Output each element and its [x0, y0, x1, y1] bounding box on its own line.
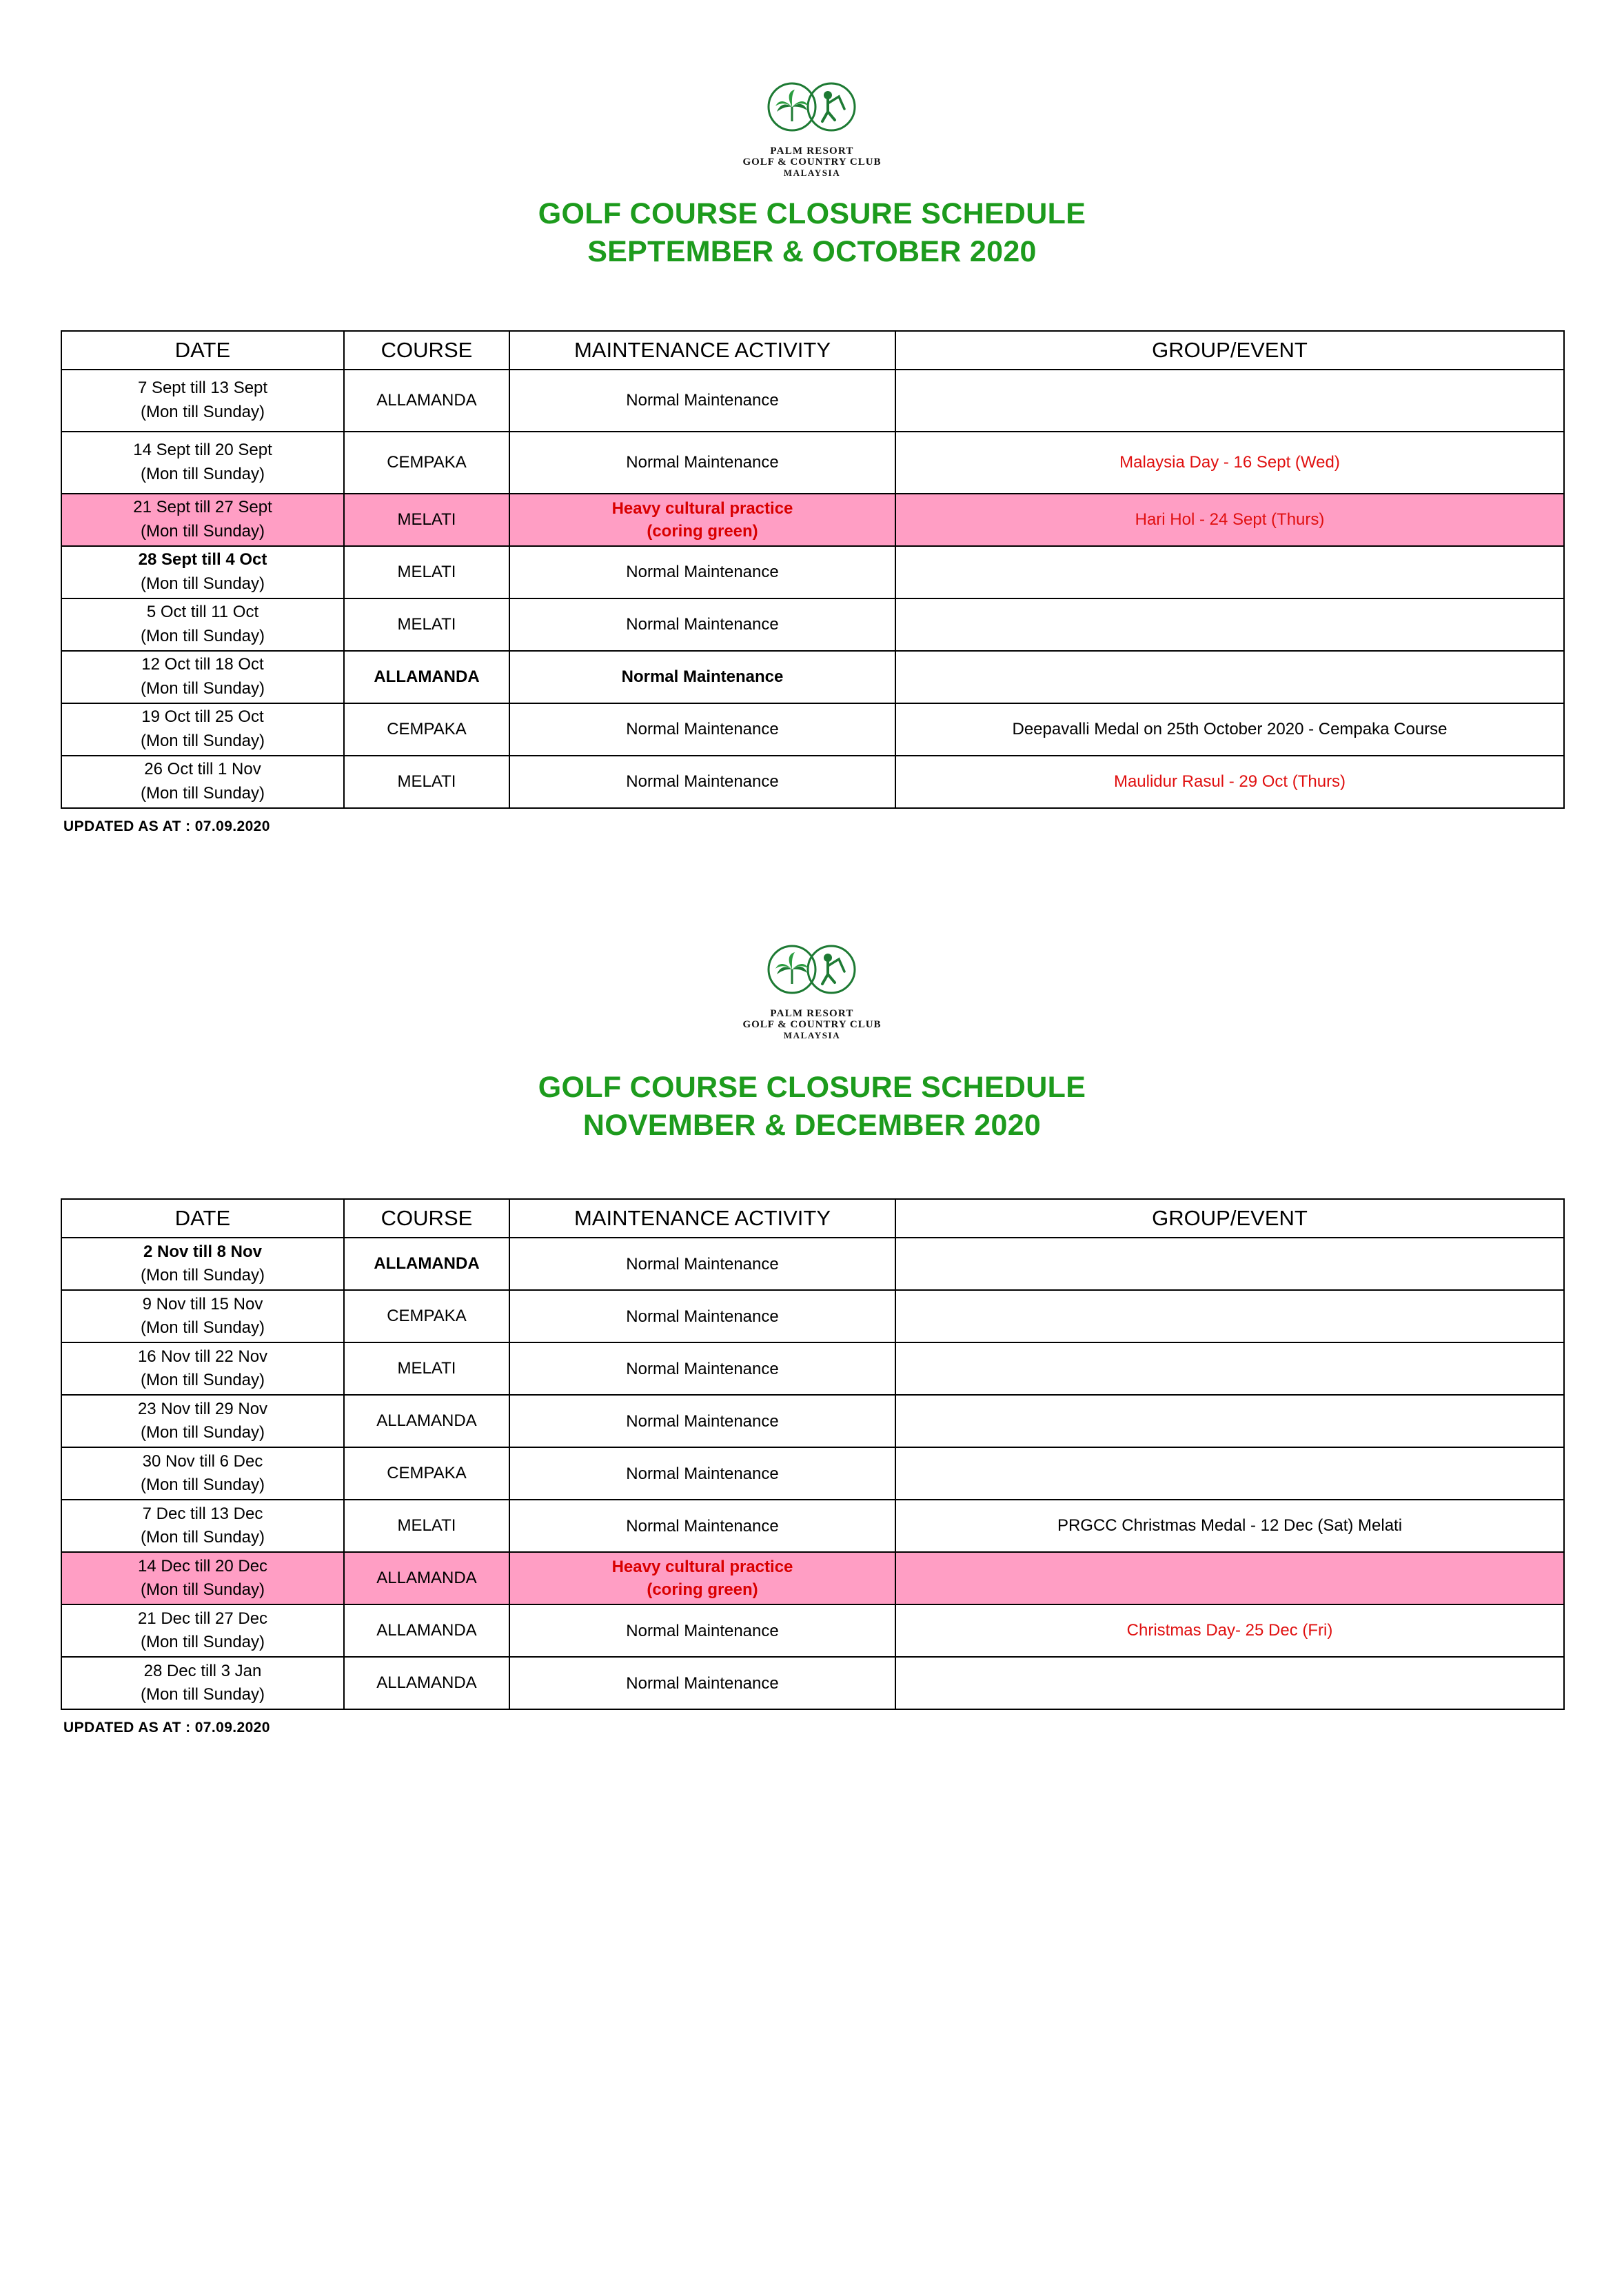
- cell-group-event: [895, 1342, 1564, 1395]
- cell-maintenance-activity: [509, 1342, 895, 1395]
- cell-course: CEMPAKA: [344, 1290, 509, 1342]
- updated-stamp-2: UPDATED AS AT : 07.09.2020: [63, 1720, 270, 1736]
- activity-line-1: Heavy cultural practice: [611, 1557, 793, 1576]
- activity-line-1: Normal Maintenance: [626, 1673, 779, 1693]
- table-row: [61, 1604, 1564, 1657]
- date-range: 19 Oct till 25 Oct: [141, 707, 264, 727]
- activity-line-1: Normal Maintenance: [626, 1254, 779, 1274]
- activity-line-1: Normal Maintenance: [626, 720, 779, 739]
- table-row: [61, 756, 1564, 808]
- activity-line-1: Normal Maintenance: [626, 615, 779, 634]
- table-row: [61, 651, 1564, 703]
- cell-course: ALLAMANDA: [344, 370, 509, 432]
- date-range: 5 Oct till 11 Oct: [146, 603, 259, 622]
- logo-line-2: GOLF & COUNTRY CLUB: [742, 156, 882, 168]
- activity-line-1: Normal Maintenance: [626, 1464, 779, 1483]
- cell-group-event: Malaysia Day - 16 Sept (Wed): [895, 432, 1564, 494]
- cell-maintenance-activity: [509, 1395, 895, 1447]
- cell-group-event: Maulidur Rasul - 29 Oct (Thurs): [895, 756, 1564, 808]
- activity-line-1: Normal Maintenance: [626, 453, 779, 472]
- date-days: (Mon till Sunday): [140, 574, 265, 594]
- cell-maintenance-activity: [509, 598, 895, 651]
- table-row: [61, 494, 1564, 546]
- cell-group-event: [895, 1238, 1564, 1290]
- cell-course: MELATI: [344, 598, 509, 651]
- cell-course: MELATI: [344, 546, 509, 598]
- column-header-course: COURSE: [344, 331, 509, 370]
- column-header-course: COURSE: [344, 1199, 509, 1238]
- date-range: 2 Nov till 8 Nov: [143, 1242, 263, 1261]
- date-range: 23 Nov till 29 Nov: [137, 1399, 268, 1418]
- date-days: (Mon till Sunday): [140, 1318, 265, 1338]
- cell-group-event: [895, 1290, 1564, 1342]
- cell-date: [61, 1500, 344, 1552]
- cell-date: [61, 1552, 344, 1604]
- date-days: (Mon till Sunday): [140, 403, 265, 422]
- activity-line-2: (coring green): [647, 1580, 758, 1600]
- cell-maintenance-activity: [509, 1238, 895, 1290]
- page-subtitle-1: SEPTEMBER & OCTOBER 2020: [587, 235, 1037, 269]
- cell-maintenance-activity: [509, 1500, 895, 1552]
- column-header-date: DATE: [61, 331, 344, 370]
- table-row: [61, 1657, 1564, 1709]
- cell-date: [61, 1657, 344, 1709]
- column-header-activity: MAINTENANCE ACTIVITY: [509, 331, 895, 370]
- cell-group-event: [895, 370, 1564, 432]
- date-range: 26 Oct till 1 Nov: [144, 760, 261, 779]
- activity-line-1: Normal Maintenance: [626, 391, 779, 410]
- logo-line-1: PALM RESORT: [770, 145, 854, 157]
- cell-group-event: [895, 1447, 1564, 1500]
- activity-line-1: Normal Maintenance: [626, 1516, 779, 1536]
- cell-group-event: PRGCC Christmas Medal - 12 Dec (Sat) Melati: [895, 1500, 1564, 1552]
- cell-group-event: [895, 546, 1564, 598]
- date-range: 28 Dec till 3 Jan: [143, 1661, 262, 1680]
- date-days: (Mon till Sunday): [140, 1423, 265, 1442]
- activity-line-1: Normal Maintenance: [626, 1359, 779, 1378]
- column-header-event: GROUP/EVENT: [895, 331, 1564, 370]
- table-row: [61, 1500, 1564, 1552]
- date-range: 16 Nov till 22 Nov: [137, 1347, 268, 1366]
- activity-line-2: (coring green): [647, 522, 758, 541]
- cell-maintenance-activity: [509, 651, 895, 703]
- schedule-table-sept-oct: [61, 330, 1565, 809]
- table-header-row: [61, 331, 1564, 370]
- logo-line-1: PALM RESORT: [770, 1008, 854, 1020]
- date-range: 21 Sept till 27 Sept: [133, 498, 272, 517]
- table-row: [61, 370, 1564, 432]
- cell-date: [61, 1342, 344, 1395]
- club-logo: [61, 76, 1563, 177]
- cell-course: ALLAMANDA: [344, 1657, 509, 1709]
- schedule-table-nov-dec: [61, 1198, 1565, 1710]
- date-days: (Mon till Sunday): [140, 1633, 265, 1652]
- date-range: 12 Oct till 18 Oct: [141, 655, 264, 674]
- cell-group-event: [895, 651, 1564, 703]
- date-range: 30 Nov till 6 Dec: [142, 1451, 263, 1471]
- cell-course: ALLAMANDA: [344, 1552, 509, 1604]
- cell-course: MELATI: [344, 756, 509, 808]
- cell-date: [61, 1447, 344, 1500]
- cell-date: [61, 432, 344, 494]
- cell-course: MELATI: [344, 1342, 509, 1395]
- cell-date: [61, 598, 344, 651]
- logo-line-2: GOLF & COUNTRY CLUB: [742, 1018, 882, 1030]
- activity-line-1: Normal Maintenance: [626, 1621, 779, 1640]
- date-range: 14 Sept till 20 Sept: [133, 441, 272, 460]
- date-range: 14 Dec till 20 Dec: [137, 1556, 268, 1576]
- column-header-date: DATE: [61, 1199, 344, 1238]
- club-logo-2: [61, 938, 1563, 1040]
- cell-group-event: [895, 1395, 1564, 1447]
- date-days: (Mon till Sunday): [140, 732, 265, 751]
- column-header-activity: MAINTENANCE ACTIVITY: [509, 1199, 895, 1238]
- cell-date: [61, 370, 344, 432]
- cell-course: ALLAMANDA: [344, 1238, 509, 1290]
- palm-resort-logo-icon: [753, 76, 871, 145]
- cell-maintenance-activity: [509, 494, 895, 546]
- date-range: 7 Sept till 13 Sept: [137, 379, 268, 398]
- date-days: (Mon till Sunday): [140, 627, 265, 646]
- cell-date: [61, 651, 344, 703]
- cell-course: CEMPAKA: [344, 432, 509, 494]
- table-header-row: [61, 1199, 1564, 1238]
- date-range: 9 Nov till 15 Nov: [142, 1294, 263, 1313]
- cell-course: ALLAMANDA: [344, 651, 509, 703]
- cell-group-event: Christmas Day- 25 Dec (Fri): [895, 1604, 1564, 1657]
- activity-line-1: Normal Maintenance: [626, 1307, 779, 1326]
- cell-date: [61, 494, 344, 546]
- date-days: (Mon till Sunday): [140, 1266, 265, 1285]
- logo-line-3: MALAYSIA: [783, 1029, 841, 1040]
- date-days: (Mon till Sunday): [140, 1528, 265, 1547]
- cell-maintenance-activity: [509, 1552, 895, 1604]
- cell-maintenance-activity: [509, 1604, 895, 1657]
- cell-maintenance-activity: [509, 1657, 895, 1709]
- date-days: (Mon till Sunday): [140, 1685, 265, 1704]
- cell-group-event: [895, 598, 1564, 651]
- table-row: [61, 546, 1564, 598]
- date-days: (Mon till Sunday): [140, 1580, 265, 1600]
- cell-maintenance-activity: [509, 1447, 895, 1500]
- table-row: [61, 1238, 1564, 1290]
- date-range: 21 Dec till 27 Dec: [137, 1609, 268, 1628]
- table-row: [61, 1447, 1564, 1500]
- cell-date: [61, 756, 344, 808]
- cell-date: [61, 546, 344, 598]
- cell-group-event: [895, 1552, 1564, 1604]
- updated-stamp-1: UPDATED AS AT : 07.09.2020: [63, 818, 270, 835]
- activity-line-1: Heavy cultural practice: [611, 499, 793, 518]
- page-title-2: GOLF COURSE CLOSURE SCHEDULE: [538, 1071, 1086, 1105]
- cell-group-event: Hari Hol - 24 Sept (Thurs): [895, 494, 1564, 546]
- date-days: (Mon till Sunday): [140, 784, 265, 803]
- cell-date: [61, 703, 344, 756]
- table-row: [61, 703, 1564, 756]
- cell-course: MELATI: [344, 494, 509, 546]
- date-days: (Mon till Sunday): [140, 1476, 265, 1495]
- page-title-1: GOLF COURSE CLOSURE SCHEDULE: [538, 197, 1086, 231]
- page-subtitle-2: NOVEMBER & DECEMBER 2020: [582, 1109, 1042, 1142]
- table-row: [61, 1395, 1564, 1447]
- table-row: [61, 432, 1564, 494]
- cell-maintenance-activity: [509, 756, 895, 808]
- activity-line-1: Normal Maintenance: [626, 563, 779, 582]
- cell-course: ALLAMANDA: [344, 1395, 509, 1447]
- cell-course: MELATI: [344, 1500, 509, 1552]
- cell-course: CEMPAKA: [344, 1447, 509, 1500]
- cell-group-event: [895, 1657, 1564, 1709]
- cell-date: [61, 1604, 344, 1657]
- activity-line-1: Normal Maintenance: [626, 772, 779, 792]
- table-row: [61, 1290, 1564, 1342]
- cell-maintenance-activity: [509, 432, 895, 494]
- cell-maintenance-activity: [509, 1290, 895, 1342]
- column-header-event: GROUP/EVENT: [895, 1199, 1564, 1238]
- date-days: (Mon till Sunday): [140, 679, 265, 698]
- activity-line-1: Normal Maintenance: [621, 667, 784, 687]
- cell-course: CEMPAKA: [344, 703, 509, 756]
- table-row: [61, 1552, 1564, 1604]
- cell-maintenance-activity: [509, 546, 895, 598]
- cell-date: [61, 1395, 344, 1447]
- activity-line-1: Normal Maintenance: [626, 1411, 779, 1431]
- date-range: 7 Dec till 13 Dec: [142, 1504, 263, 1523]
- cell-maintenance-activity: [509, 703, 895, 756]
- date-days: (Mon till Sunday): [140, 522, 265, 541]
- date-days: (Mon till Sunday): [140, 465, 265, 484]
- cell-course: ALLAMANDA: [344, 1604, 509, 1657]
- date-range: 28 Sept till 4 Oct: [138, 550, 267, 570]
- table-row: [61, 1342, 1564, 1395]
- table-row: [61, 598, 1564, 651]
- logo-line-3: MALAYSIA: [783, 167, 841, 178]
- palm-resort-logo-icon: [753, 938, 871, 1007]
- date-days: (Mon till Sunday): [140, 1371, 265, 1390]
- cell-group-event: Deepavalli Medal on 25th October 2020 - Cempaka Course: [895, 703, 1564, 756]
- cell-maintenance-activity: [509, 370, 895, 432]
- cell-date: [61, 1238, 344, 1290]
- cell-date: [61, 1290, 344, 1342]
